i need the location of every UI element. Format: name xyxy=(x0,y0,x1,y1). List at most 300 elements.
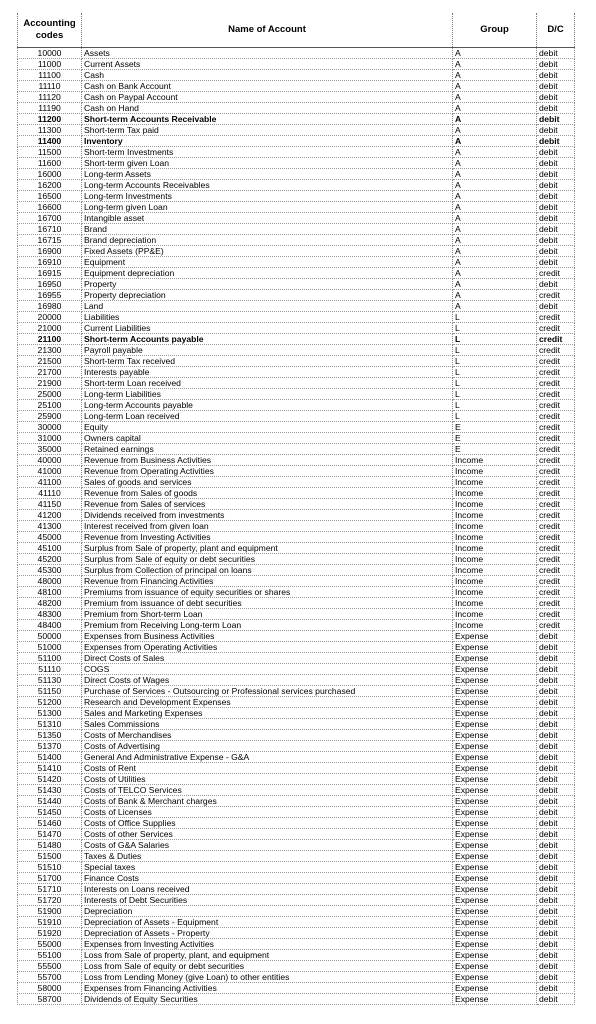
debit-credit-cell: credit xyxy=(537,290,575,301)
group-cell: Expense xyxy=(453,774,537,785)
account-code-cell: 25000 xyxy=(18,389,82,400)
account-name-cell: Depreciation xyxy=(82,906,453,917)
account-name-cell: Revenue from Sales of goods xyxy=(82,488,453,499)
account-code-cell: 11110 xyxy=(18,81,82,92)
account-name-cell: Interests on Loans received xyxy=(82,884,453,895)
account-code-cell: 21000 xyxy=(18,323,82,334)
table-row xyxy=(18,697,575,708)
table-row xyxy=(18,202,575,213)
account-name-cell: Current Liabilities xyxy=(82,323,453,334)
account-name-cell: Interest received from given loan xyxy=(82,521,453,532)
account-code-cell: 55000 xyxy=(18,939,82,950)
header-accounting-codes: Accounting codes xyxy=(18,13,82,48)
account-code-cell: 25100 xyxy=(18,400,82,411)
account-name-cell: Cash on Hand xyxy=(82,103,453,114)
group-cell: Income xyxy=(453,609,537,620)
account-name-cell: Costs of Advertising xyxy=(82,741,453,752)
group-cell: Expense xyxy=(453,917,537,928)
group-cell: Expense xyxy=(453,730,537,741)
table-row xyxy=(18,411,575,422)
group-cell: Expense xyxy=(453,972,537,983)
debit-credit-cell: debit xyxy=(537,840,575,851)
table-row xyxy=(18,422,575,433)
group-cell: A xyxy=(453,147,537,158)
debit-credit-cell: credit xyxy=(537,323,575,334)
table-row xyxy=(18,840,575,851)
table-row xyxy=(18,180,575,191)
debit-credit-cell: credit xyxy=(537,455,575,466)
table-row xyxy=(18,598,575,609)
debit-credit-cell: debit xyxy=(537,158,575,169)
table-row xyxy=(18,499,575,510)
account-code-cell: 51150 xyxy=(18,686,82,697)
account-code-cell: 51500 xyxy=(18,851,82,862)
table-row xyxy=(18,103,575,114)
debit-credit-cell: credit xyxy=(537,565,575,576)
account-name-cell: Equity xyxy=(82,422,453,433)
table-row xyxy=(18,829,575,840)
debit-credit-cell: debit xyxy=(537,829,575,840)
table-row xyxy=(18,631,575,642)
table-row xyxy=(18,323,575,334)
debit-credit-cell: credit xyxy=(537,422,575,433)
debit-credit-cell: debit xyxy=(537,191,575,202)
debit-credit-cell: credit xyxy=(537,334,575,345)
group-cell: Expense xyxy=(453,653,537,664)
account-name-cell: Long-term Liabilities xyxy=(82,389,453,400)
table-row xyxy=(18,378,575,389)
table-row xyxy=(18,477,575,488)
group-cell: A xyxy=(453,103,537,114)
debit-credit-cell: debit xyxy=(537,928,575,939)
debit-credit-cell: credit xyxy=(537,356,575,367)
account-name-cell: Fixed Assets (PP&E) xyxy=(82,246,453,257)
group-cell: A xyxy=(453,169,537,180)
group-cell: A xyxy=(453,290,537,301)
table-row xyxy=(18,92,575,103)
group-cell: Expense xyxy=(453,961,537,972)
group-cell: L xyxy=(453,400,537,411)
account-code-cell: 55700 xyxy=(18,972,82,983)
group-cell: Expense xyxy=(453,763,537,774)
debit-credit-cell: debit xyxy=(537,807,575,818)
table-row xyxy=(18,356,575,367)
account-name-cell: Long-term Accounts payable xyxy=(82,400,453,411)
table-row xyxy=(18,686,575,697)
account-name-cell: Short-term Accounts payable xyxy=(82,334,453,345)
table-row xyxy=(18,345,575,356)
debit-credit-cell: credit xyxy=(537,477,575,488)
debit-credit-cell: debit xyxy=(537,125,575,136)
group-cell: Income xyxy=(453,576,537,587)
account-name-cell: Depreciation of Assets - Property xyxy=(82,928,453,939)
debit-credit-cell: debit xyxy=(537,774,575,785)
account-name-cell: Retained earnings xyxy=(82,444,453,455)
group-cell: L xyxy=(453,345,537,356)
account-code-cell: 48100 xyxy=(18,587,82,598)
debit-credit-cell: debit xyxy=(537,697,575,708)
table-row xyxy=(18,488,575,499)
group-cell: Expense xyxy=(453,719,537,730)
debit-credit-cell: debit xyxy=(537,961,575,972)
account-name-cell: Surplus from Collection of principal on loans xyxy=(82,565,453,576)
account-name-cell: Costs of TELCO Services xyxy=(82,785,453,796)
table-row xyxy=(18,983,575,994)
table-row xyxy=(18,224,575,235)
account-name-cell: Costs of Bank & Merchant charges xyxy=(82,796,453,807)
group-cell: L xyxy=(453,378,537,389)
account-code-cell: 51440 xyxy=(18,796,82,807)
account-code-cell: 20000 xyxy=(18,312,82,323)
account-code-cell: 21100 xyxy=(18,334,82,345)
account-name-cell: Long-term given Loan xyxy=(82,202,453,213)
account-name-cell: Costs of Licenses xyxy=(82,807,453,818)
account-name-cell: Revenue from Financing Activities xyxy=(82,576,453,587)
debit-credit-cell: credit xyxy=(537,532,575,543)
debit-credit-cell: debit xyxy=(537,818,575,829)
table-row xyxy=(18,576,575,587)
debit-credit-cell: debit xyxy=(537,202,575,213)
account-name-cell: Long-term Loan received xyxy=(82,411,453,422)
account-name-cell: Inventory xyxy=(82,136,453,147)
account-code-cell: 51430 xyxy=(18,785,82,796)
group-cell: A xyxy=(453,235,537,246)
group-cell: Expense xyxy=(453,895,537,906)
group-cell: Expense xyxy=(453,906,537,917)
group-cell: L xyxy=(453,411,537,422)
table-row xyxy=(18,642,575,653)
debit-credit-cell: credit xyxy=(537,444,575,455)
debit-credit-cell: debit xyxy=(537,180,575,191)
group-cell: A xyxy=(453,48,537,59)
account-code-cell: 16900 xyxy=(18,246,82,257)
table-row xyxy=(18,851,575,862)
account-name-cell: Property depreciation xyxy=(82,290,453,301)
account-code-cell: 45200 xyxy=(18,554,82,565)
account-name-cell: Costs of Rent xyxy=(82,763,453,774)
account-code-cell: 41300 xyxy=(18,521,82,532)
group-cell: Income xyxy=(453,532,537,543)
table-row xyxy=(18,961,575,972)
group-cell: Expense xyxy=(453,994,537,1005)
group-cell: Income xyxy=(453,477,537,488)
table-row xyxy=(18,543,575,554)
table-row xyxy=(18,807,575,818)
group-cell: E xyxy=(453,433,537,444)
account-name-cell: Short-term given Loan xyxy=(82,158,453,169)
table-row xyxy=(18,906,575,917)
debit-credit-cell: debit xyxy=(537,103,575,114)
table-row xyxy=(18,147,575,158)
debit-credit-cell: credit xyxy=(537,488,575,499)
group-cell: Income xyxy=(453,565,537,576)
account-name-cell: Loss from Lending Money (give Loan) to other entities xyxy=(82,972,453,983)
account-name-cell: Payroll payable xyxy=(82,345,453,356)
accounts-body xyxy=(18,48,575,1005)
account-code-cell: 16500 xyxy=(18,191,82,202)
account-code-cell: 41000 xyxy=(18,466,82,477)
debit-credit-cell: debit xyxy=(537,136,575,147)
account-name-cell: Liabilities xyxy=(82,312,453,323)
account-name-cell: Short-term Loan received xyxy=(82,378,453,389)
account-code-cell: 11600 xyxy=(18,158,82,169)
account-code-cell: 51300 xyxy=(18,708,82,719)
account-name-cell: Sales and Marketing Expenses xyxy=(82,708,453,719)
group-cell: Expense xyxy=(453,928,537,939)
account-name-cell: Taxes & Duties xyxy=(82,851,453,862)
table-row xyxy=(18,301,575,312)
account-name-cell: Costs of Utilities xyxy=(82,774,453,785)
account-code-cell: 51000 xyxy=(18,642,82,653)
debit-credit-cell: debit xyxy=(537,939,575,950)
table-row xyxy=(18,818,575,829)
account-code-cell: 51310 xyxy=(18,719,82,730)
debit-credit-cell: debit xyxy=(537,972,575,983)
debit-credit-cell: debit xyxy=(537,246,575,257)
account-name-cell: Sales of goods and services xyxy=(82,477,453,488)
table-row xyxy=(18,125,575,136)
account-code-cell: 48300 xyxy=(18,609,82,620)
debit-credit-cell: debit xyxy=(537,114,575,125)
header-dc: D/C xyxy=(537,13,575,48)
debit-credit-cell: debit xyxy=(537,169,575,180)
group-cell: Income xyxy=(453,620,537,631)
debit-credit-cell: debit xyxy=(537,895,575,906)
group-cell: Expense xyxy=(453,807,537,818)
table-row xyxy=(18,367,575,378)
group-cell: Expense xyxy=(453,829,537,840)
table-row xyxy=(18,70,575,81)
account-code-cell: 41150 xyxy=(18,499,82,510)
account-name-cell: Interests of Debt Securities xyxy=(82,895,453,906)
table-row xyxy=(18,312,575,323)
account-name-cell: Long-term Assets xyxy=(82,169,453,180)
debit-credit-cell: debit xyxy=(537,70,575,81)
group-cell: A xyxy=(453,180,537,191)
debit-credit-cell: debit xyxy=(537,994,575,1005)
table-row xyxy=(18,59,575,70)
account-name-cell: Costs of Merchandises xyxy=(82,730,453,741)
debit-credit-cell: debit xyxy=(537,92,575,103)
account-name-cell: Land xyxy=(82,301,453,312)
account-name-cell: Costs of Office Supplies xyxy=(82,818,453,829)
debit-credit-cell: debit xyxy=(537,917,575,928)
account-code-cell: 41200 xyxy=(18,510,82,521)
debit-credit-cell: debit xyxy=(537,301,575,312)
account-code-cell: 51420 xyxy=(18,774,82,785)
group-cell: Income xyxy=(453,598,537,609)
account-name-cell: Direct Costs of Wages xyxy=(82,675,453,686)
debit-credit-cell: credit xyxy=(537,466,575,477)
debit-credit-cell: debit xyxy=(537,81,575,92)
group-cell: A xyxy=(453,246,537,257)
account-code-cell: 51200 xyxy=(18,697,82,708)
debit-credit-cell: credit xyxy=(537,268,575,279)
account-name-cell: Revenue from Operating Activities xyxy=(82,466,453,477)
account-name-cell: Premiums from issuance of equity securities or shares xyxy=(82,587,453,598)
debit-credit-cell: debit xyxy=(537,796,575,807)
account-name-cell: Cash xyxy=(82,70,453,81)
account-code-cell: 51110 xyxy=(18,664,82,675)
account-name-cell: General And Administrative Expense - G&A xyxy=(82,752,453,763)
account-name-cell: Equipment xyxy=(82,257,453,268)
header-name-of-account: Name of Account xyxy=(82,13,453,48)
account-name-cell: Sales Commissions xyxy=(82,719,453,730)
debit-credit-cell: debit xyxy=(537,257,575,268)
account-name-cell: Revenue from Sales of services xyxy=(82,499,453,510)
table-row xyxy=(18,213,575,224)
table-row xyxy=(18,587,575,598)
debit-credit-cell: debit xyxy=(537,873,575,884)
group-cell: Expense xyxy=(453,796,537,807)
group-cell: E xyxy=(453,422,537,433)
account-code-cell: 51130 xyxy=(18,675,82,686)
account-name-cell: Brand depreciation xyxy=(82,235,453,246)
account-name-cell: Premium from issuance of debt securities xyxy=(82,598,453,609)
account-code-cell: 48400 xyxy=(18,620,82,631)
account-code-cell: 41110 xyxy=(18,488,82,499)
account-name-cell: Premium from Receiving Long-term Loan xyxy=(82,620,453,631)
group-cell: Expense xyxy=(453,642,537,653)
group-cell: Expense xyxy=(453,708,537,719)
debit-credit-cell: credit xyxy=(537,433,575,444)
account-name-cell: Premium from Short-term Loan xyxy=(82,609,453,620)
group-cell: A xyxy=(453,59,537,70)
account-code-cell: 58700 xyxy=(18,994,82,1005)
account-name-cell: Loss from Sale of property, plant, and equipment xyxy=(82,950,453,961)
account-code-cell: 25900 xyxy=(18,411,82,422)
table-row xyxy=(18,532,575,543)
debit-credit-cell: debit xyxy=(537,686,575,697)
account-name-cell: Short-term Investments xyxy=(82,147,453,158)
account-name-cell: Costs of G&A Salaries xyxy=(82,840,453,851)
group-cell: Income xyxy=(453,488,537,499)
debit-credit-cell: credit xyxy=(537,510,575,521)
group-cell: Expense xyxy=(453,840,537,851)
account-code-cell: 50000 xyxy=(18,631,82,642)
group-cell: L xyxy=(453,334,537,345)
table-row xyxy=(18,290,575,301)
account-name-cell: Depreciation of Assets - Equipment xyxy=(82,917,453,928)
account-code-cell: 16980 xyxy=(18,301,82,312)
table-row xyxy=(18,136,575,147)
account-name-cell: Revenue from Business Activities xyxy=(82,455,453,466)
account-code-cell: 11500 xyxy=(18,147,82,158)
account-name-cell: Long-term Accounts Receivables xyxy=(82,180,453,191)
account-code-cell: 55500 xyxy=(18,961,82,972)
group-cell: Expense xyxy=(453,664,537,675)
account-code-cell: 16200 xyxy=(18,180,82,191)
debit-credit-cell: debit xyxy=(537,224,575,235)
account-code-cell: 11200 xyxy=(18,114,82,125)
account-code-cell: 58000 xyxy=(18,983,82,994)
group-cell: Expense xyxy=(453,752,537,763)
group-cell: Expense xyxy=(453,697,537,708)
table-row xyxy=(18,972,575,983)
group-cell: Expense xyxy=(453,939,537,950)
table-row xyxy=(18,389,575,400)
debit-credit-cell: credit xyxy=(537,609,575,620)
account-code-cell: 16955 xyxy=(18,290,82,301)
group-cell: Expense xyxy=(453,983,537,994)
group-cell: Income xyxy=(453,455,537,466)
group-cell: A xyxy=(453,257,537,268)
account-code-cell: 48200 xyxy=(18,598,82,609)
debit-credit-cell: debit xyxy=(537,884,575,895)
table-row xyxy=(18,48,575,59)
table-row xyxy=(18,664,575,675)
account-name-cell: Short-term Tax received xyxy=(82,356,453,367)
group-cell: A xyxy=(453,268,537,279)
debit-credit-cell: debit xyxy=(537,752,575,763)
table-row xyxy=(18,444,575,455)
table-row xyxy=(18,246,575,257)
account-code-cell: 51350 xyxy=(18,730,82,741)
group-cell: Expense xyxy=(453,862,537,873)
table-row xyxy=(18,994,575,1005)
account-code-cell: 51720 xyxy=(18,895,82,906)
table-row xyxy=(18,334,575,345)
account-code-cell: 45000 xyxy=(18,532,82,543)
table-row xyxy=(18,554,575,565)
account-name-cell: Surplus from Sale of equity or debt securities xyxy=(82,554,453,565)
account-code-cell: 21300 xyxy=(18,345,82,356)
account-code-cell: 16915 xyxy=(18,268,82,279)
account-name-cell: Short-term Tax paid xyxy=(82,125,453,136)
account-code-cell: 51410 xyxy=(18,763,82,774)
account-code-cell: 51480 xyxy=(18,840,82,851)
debit-credit-cell: debit xyxy=(537,862,575,873)
account-name-cell: Brand xyxy=(82,224,453,235)
account-code-cell: 51400 xyxy=(18,752,82,763)
account-code-cell: 40000 xyxy=(18,455,82,466)
account-name-cell: Cash on Paypal Account xyxy=(82,92,453,103)
group-cell: Expense xyxy=(453,818,537,829)
debit-credit-cell: credit xyxy=(537,521,575,532)
group-cell: A xyxy=(453,114,537,125)
account-code-cell: 16910 xyxy=(18,257,82,268)
account-name-cell: COGS xyxy=(82,664,453,675)
table-row xyxy=(18,774,575,785)
debit-credit-cell: debit xyxy=(537,147,575,158)
group-cell: L xyxy=(453,389,537,400)
account-code-cell: 16600 xyxy=(18,202,82,213)
group-cell: A xyxy=(453,81,537,92)
debit-credit-cell: debit xyxy=(537,642,575,653)
table-row xyxy=(18,796,575,807)
account-name-cell: Short-term Accounts Receivable xyxy=(82,114,453,125)
debit-credit-cell: credit xyxy=(537,499,575,510)
table-row xyxy=(18,466,575,477)
table-row xyxy=(18,279,575,290)
debit-credit-cell: debit xyxy=(537,279,575,290)
account-name-cell: Research and Development Expenses xyxy=(82,697,453,708)
account-code-cell: 21500 xyxy=(18,356,82,367)
account-code-cell: 31000 xyxy=(18,433,82,444)
table-row xyxy=(18,455,575,466)
debit-credit-cell: debit xyxy=(537,741,575,752)
account-code-cell: 45300 xyxy=(18,565,82,576)
table-row xyxy=(18,873,575,884)
debit-credit-cell: debit xyxy=(537,59,575,70)
account-code-cell: 11100 xyxy=(18,70,82,81)
debit-credit-cell: credit xyxy=(537,587,575,598)
account-name-cell: Purchase of Services - Outsourcing or Professional services purchased xyxy=(82,686,453,697)
table-row xyxy=(18,400,575,411)
group-cell: Income xyxy=(453,554,537,565)
table-row xyxy=(18,950,575,961)
account-code-cell: 16715 xyxy=(18,235,82,246)
